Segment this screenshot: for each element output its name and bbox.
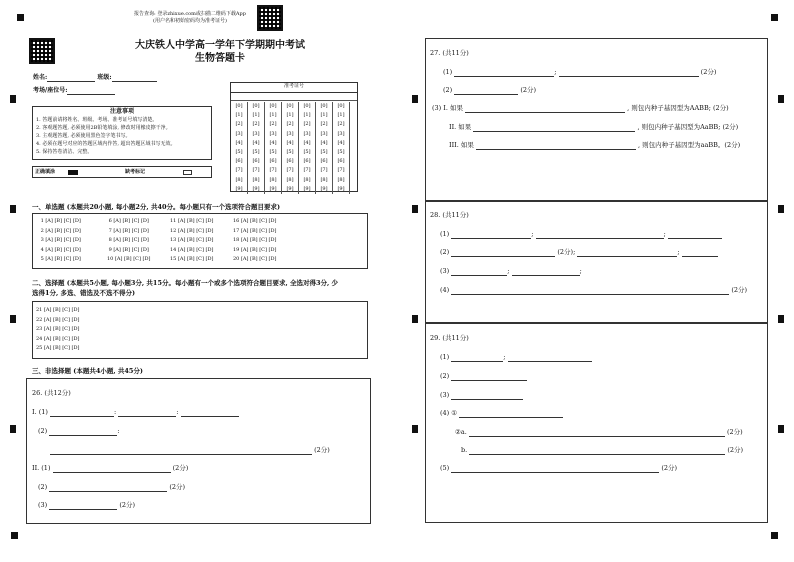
- q27-title: 27. (共11分): [430, 49, 469, 57]
- edge-mark: [778, 425, 784, 433]
- mc-column[interactable]: 21 [A] [B] [C] [D] 22 [A] [B] [C] [D] 23 [A] [B] [C] [D] 24 [A] [B] [C] [D] 25 [A] [B] [C] [D]: [36, 307, 80, 351]
- q28-box: [425, 201, 768, 323]
- answer-line[interactable]: [577, 256, 677, 257]
- answer-line[interactable]: [53, 472, 171, 473]
- edge-mark: [10, 205, 16, 213]
- answer-line[interactable]: [49, 491, 167, 492]
- section2-title: 二、选择题 (本题共5小题, 每小题3分, 共15分。每小题有一个或多个选项符合题目要求, 全选对得3分, 少: [32, 279, 339, 287]
- answer-line[interactable]: [451, 472, 659, 473]
- page-subtitle: 生物答题卡: [195, 53, 245, 64]
- exam-id-title: 准考证号: [231, 83, 357, 93]
- answer-line[interactable]: [49, 509, 117, 510]
- mc-column[interactable]: 6 [A] [B] [C] [D] 7 [A] [B] [C] [D] 8 [A] [B] [C] [D] 9 [A] [B] [C] [D] 10 [A] [B] [C] [D]: [107, 218, 151, 262]
- seat-field[interactable]: [67, 94, 115, 95]
- edge-mark: [412, 205, 418, 213]
- section1-box: [32, 213, 368, 269]
- answer-line[interactable]: [451, 275, 507, 276]
- section2-title-cont: 选得1分, 多选、错选及不选不得分): [32, 289, 136, 297]
- answer-line[interactable]: [682, 256, 718, 257]
- edge-mark: [778, 95, 784, 103]
- answer-line[interactable]: [451, 380, 527, 381]
- absent-mark-label: 缺考标记: [125, 169, 146, 175]
- corner-mark: [771, 532, 778, 539]
- answer-line[interactable]: [512, 275, 580, 276]
- answer-line[interactable]: [454, 76, 554, 77]
- section2-box: [32, 301, 368, 359]
- mc-column[interactable]: 1 [A] [B] [C] [D] 2 [A] [B] [C] [D] 3 [A] [B] [C] [D] 4 [A] [B] [C] [D] 5 [A] [B] [C] [D]: [40, 218, 81, 262]
- notes-item: 5. 保持答卷清洁、完整。: [36, 149, 93, 155]
- answer-line[interactable]: [451, 361, 503, 362]
- edge-mark: [412, 315, 418, 323]
- notes-item: 1. 答题前请将姓名、班级、考场、准考证号填写清楚。: [36, 117, 158, 123]
- class-field[interactable]: [112, 81, 157, 82]
- answer-line[interactable]: [50, 416, 114, 417]
- exam-id-digits[interactable]: [0] [1] [2] [3] [4] [5] [6] [7] [8] [9] [0] [1] [2] [3] [4] [5] [6] [7] [8] [9] [0] [1] [2] [3] [4] [5] [6] [7] [8] [9] [0] [1] [2] [3] [4] [5] [6] [7] [8] [9] [0] [1] [2] [3] [4] [5] [6] [7] [8] [9] [0] [1] [2] [3] [4] [5] [6] [7] [8] [9] [0] [1] [2] [3] [4] [5] [6] [7] [8] [9]: [231, 102, 350, 194]
- answer-line[interactable]: [469, 436, 725, 437]
- seat-label: 考场/座位号:: [33, 87, 68, 94]
- edge-mark: [778, 315, 784, 323]
- name-label: 姓名:: [33, 74, 48, 81]
- answer-line[interactable]: [559, 76, 699, 77]
- answer-line[interactable]: [118, 416, 176, 417]
- q26-i2-label: (2): [38, 427, 48, 435]
- notes-item: 4. 必须在题号对应的答题区域内作答, 超出答题区域书写无效。: [36, 141, 176, 147]
- q29-title: 29. (共11分): [430, 334, 469, 342]
- edge-mark: [10, 425, 16, 433]
- name-field[interactable]: [47, 81, 95, 82]
- q26-ii1-label: II. (1): [32, 464, 51, 472]
- answer-line[interactable]: [508, 361, 592, 362]
- exam-id-box: [230, 82, 358, 192]
- filled-sample-icon: [68, 170, 78, 175]
- edge-mark: [10, 315, 16, 323]
- answer-line[interactable]: [49, 435, 117, 436]
- answer-line[interactable]: [459, 417, 563, 418]
- answer-line[interactable]: [668, 238, 722, 239]
- report-notice: 报告查询: 登录zhixue.com或扫描二维码下载App: [134, 11, 246, 17]
- corner-mark: [11, 532, 18, 539]
- answer-line[interactable]: [451, 399, 523, 400]
- q26-ii2-label: (2): [38, 483, 48, 491]
- notes-box: [32, 106, 212, 160]
- answer-line[interactable]: [473, 131, 635, 132]
- section3-title: 三、非选择题 (本题共4小题, 共45分): [32, 367, 144, 375]
- section1-title: 一、单选题 (本题共20小题, 每小题2分, 共40分。每小题只有一个选项符合题目要求): [32, 203, 281, 211]
- edge-mark: [778, 205, 784, 213]
- mc-column[interactable]: 11 [A] [B] [C] [D] 12 [A] [B] [C] [D] 13 [A] [B] [C] [D] 14 [A] [B] [C] [D] 15 [A] [B] [C] [D]: [170, 218, 214, 262]
- qr-code-icon: [29, 38, 55, 64]
- edge-mark: [412, 425, 418, 433]
- score-label: (2分): [314, 446, 330, 454]
- answer-line[interactable]: [451, 238, 531, 239]
- q26-title: 26. (共12分): [32, 389, 71, 397]
- answer-line[interactable]: [465, 112, 625, 113]
- answer-line[interactable]: [454, 94, 518, 95]
- notes-item: 2. 客观题答题, 必须使用2B铅笔填涂, 修改时用橡皮擦干净。: [36, 125, 171, 131]
- edge-mark: [412, 95, 418, 103]
- fill-sample-box: [32, 166, 212, 178]
- class-label: 班级:: [97, 74, 112, 81]
- answer-line[interactable]: [50, 454, 312, 455]
- answer-line[interactable]: [451, 294, 729, 295]
- corner-mark: [771, 14, 778, 21]
- correct-fill-label: 正确填涂: [35, 169, 56, 175]
- absent-mark-box[interactable]: [183, 170, 192, 175]
- page-title: 大庆铁人中学高一学年下学期期中考试: [135, 40, 305, 51]
- answer-line[interactable]: [181, 416, 239, 417]
- q26-i1-label: I. (1): [32, 408, 48, 416]
- answer-line[interactable]: [469, 454, 725, 455]
- q27-box: [425, 38, 768, 201]
- report-notice-sub: (用户名和初始密码均为准考证号): [153, 18, 227, 24]
- answer-line[interactable]: [451, 256, 555, 257]
- qr-code-icon: [257, 5, 283, 31]
- mc-column[interactable]: 16 [A] [B] [C] [D] 17 [A] [B] [C] [D] 18 [A] [B] [C] [D] 19 [A] [B] [C] [D] 20 [A] [B] [C] [D]: [233, 218, 277, 262]
- notes-item: 3. 主观题答题, 必须使用黑色签字笔书写。: [36, 133, 131, 139]
- corner-mark: [17, 14, 24, 21]
- notes-title: 注意事项: [109, 108, 134, 115]
- answer-line[interactable]: [476, 149, 636, 150]
- answer-line[interactable]: [536, 238, 664, 239]
- q28-title: 28. (共11分): [430, 211, 469, 219]
- edge-mark: [10, 95, 16, 103]
- q26-ii3-label: (3): [38, 501, 48, 509]
